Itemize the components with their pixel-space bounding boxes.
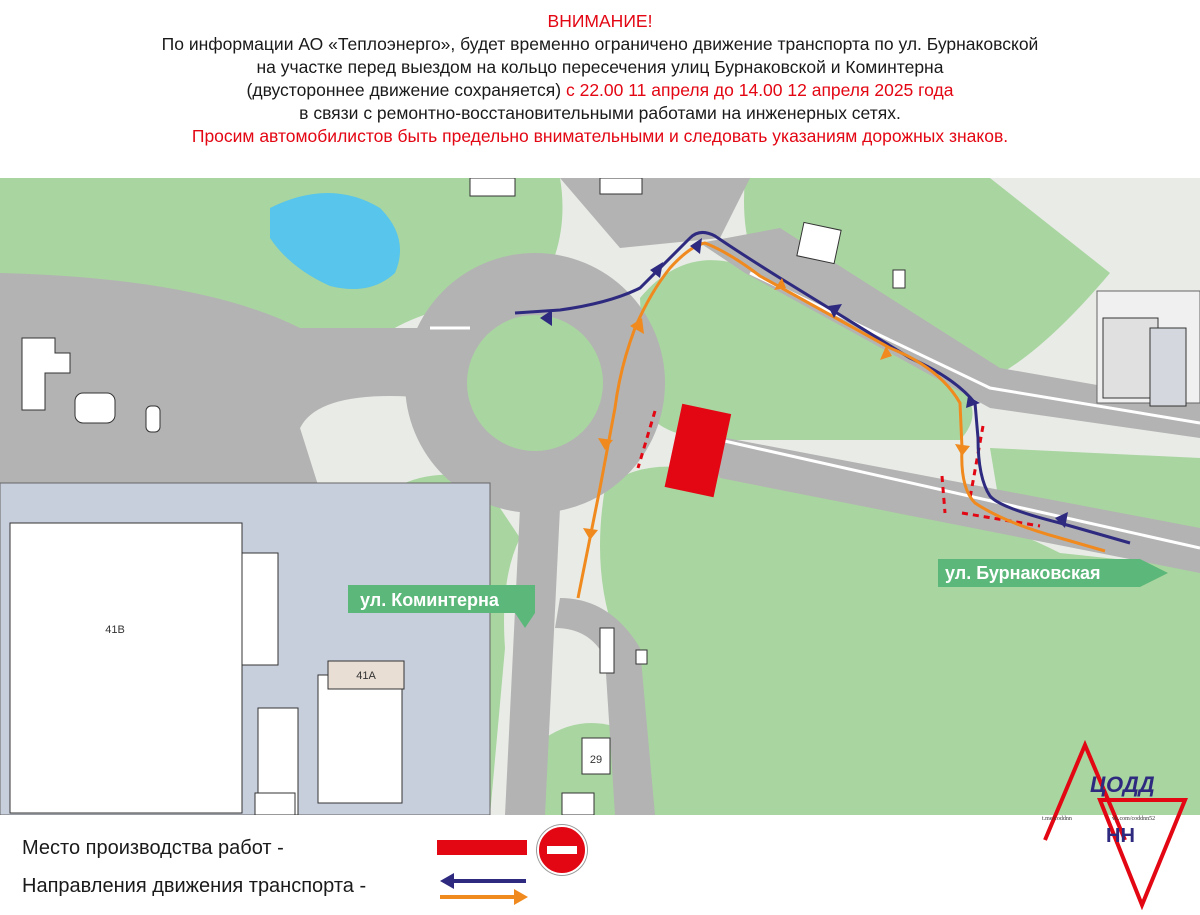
building-41a-label: 41А — [356, 670, 376, 682]
roundabout-island — [467, 315, 603, 451]
building-east-2 — [1150, 328, 1186, 406]
building-29-label: 29 — [589, 754, 603, 766]
logo-link-right: vk.com/coddnn52 — [1112, 816, 1156, 822]
building-garage — [255, 793, 295, 815]
building-south-2 — [636, 650, 647, 664]
no-entry-sign-icon — [537, 825, 587, 875]
notice-line-3-black: (двустороннее движение сохраняется) — [246, 80, 562, 100]
building-north-4 — [893, 270, 905, 288]
notice-line-1: По информации АО «Теплоэнерго», будет временно ограничено движение транспорта по ул. Бурнаковской — [161, 34, 1039, 54]
sign-komintern-label: ул. Коминтерна — [360, 590, 499, 610]
logo-link-left: t.me/coddnn — [1042, 816, 1072, 822]
legend-arrow-orange-head — [514, 889, 528, 905]
building-41a — [318, 675, 402, 803]
sign-burnakovskaya — [938, 559, 1168, 587]
no-entry-bar — [547, 846, 577, 854]
legend-arrow-blue-head — [440, 873, 454, 889]
codd-logo — [1040, 740, 1190, 910]
logo-bottom-text: НН — [1106, 825, 1135, 847]
notice-line-2: на участке перед выездом на кольцо пересечения улиц Бурнаковской и Коминтерна — [256, 57, 944, 77]
notice-block — [0, 0, 1200, 178]
legend-work-site-swatch — [437, 840, 527, 855]
building-41v — [10, 523, 242, 813]
notice-warning: Просим автомобилистов быть предельно внимательными и следовать указаниям дорожных знаков. — [191, 126, 1009, 146]
logo-top-text: ЦОДД — [1090, 772, 1155, 797]
building-41v-label: 41В — [105, 624, 125, 636]
building-west-oval — [75, 393, 115, 423]
building-north-2 — [600, 178, 642, 194]
sign-burnakovskaya-label: ул. Бурнаковская — [945, 563, 1101, 583]
legend — [0, 772, 1200, 915]
building-south-1 — [600, 628, 614, 673]
building-south-3 — [562, 793, 594, 815]
legend-work-site-label: Место производства работ - — [22, 837, 284, 859]
notice-title: ВНИМАНИЕ! — [547, 11, 653, 31]
building-north-1 — [470, 178, 515, 196]
notice-line-4: в связи с ремонтно-восстановительными работами на инженерных сетях. — [299, 103, 901, 123]
traffic-map — [0, 178, 1200, 815]
legend-arrows — [436, 871, 536, 907]
building-west-small — [146, 406, 160, 432]
legend-directions-label: Направления движения транспорта - — [22, 875, 367, 897]
notice-line-3 — [0, 79, 1200, 102]
building-annex — [242, 553, 278, 665]
notice-period: с 22.00 11 апреля до 14.00 12 апреля 2025 года — [565, 80, 954, 100]
building-north-3 — [797, 222, 841, 263]
